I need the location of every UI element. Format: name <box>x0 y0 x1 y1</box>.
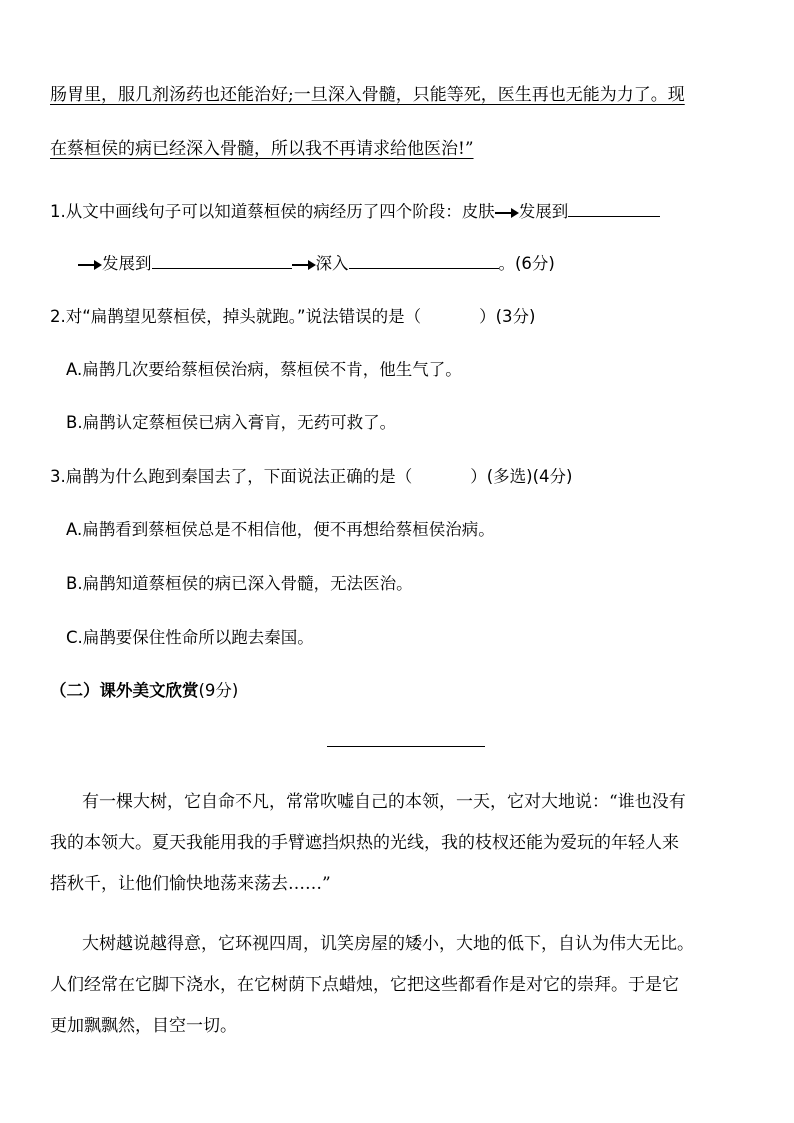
question-1-deep-into: 深入 <box>315 254 349 273</box>
question-2-option-a: A.扁鹊几次要给蔡桓侯治病，蔡桓侯不肯，他生气了。 <box>66 360 462 379</box>
question-3-option-a: A.扁鹊看到蔡桓侯总是不相信他，便不再想给蔡桓侯治病。 <box>66 520 495 539</box>
question-3-text: 3.扁鹊为什么跑到秦国去了，下面说法正确的是（ <box>50 467 413 486</box>
story-title-blank[interactable] <box>327 746 485 747</box>
question-3-score: ）(多选)(4分) <box>470 467 573 486</box>
question-2-stem <box>50 303 535 327</box>
arrow-right-icon <box>78 260 102 270</box>
section-2-heading <box>50 677 238 701</box>
story-p2-line-2: 人们经常在它脚下浇水，在它树荫下点蜡烛，它把这些都看作是对它的崇拜。于是它 <box>50 975 679 995</box>
question-1-develop-to-1: 发展到 <box>518 202 569 221</box>
story-p1-line-1: 有一棵大树，它自命不凡，常常吹嘘自己的本领，一天，它对大地说：“谁也没有 <box>82 792 686 812</box>
arrow-right-icon <box>495 208 519 218</box>
passage-line-1: 肠胃里，服几剂汤药也还能治好;一旦深入骨髓，只能等死，医生再也无能为力了。现 <box>50 85 685 105</box>
answer-blank-1[interactable] <box>568 200 660 217</box>
question-1-score: 。(6分) <box>498 254 555 273</box>
question-3-stem <box>50 463 573 487</box>
section-2-title: （二）课外美文欣赏 <box>50 681 199 700</box>
question-3-option-b: B.扁鹊知道蔡桓侯的病已深入骨髓，无法医治。 <box>66 574 413 593</box>
answer-blank-3[interactable] <box>349 252 499 269</box>
story-p2-line-3: 更加飘飘然，目空一切。 <box>50 1016 237 1036</box>
question-1-line-1 <box>50 198 660 222</box>
question-1-prefix: 1.从文中画线句子可以知道蔡桓侯的病经历了四个阶段：皮肤 <box>50 202 495 221</box>
question-2-option-b: B.扁鹊认定蔡桓侯已病入膏肓，无药可救了。 <box>66 413 397 432</box>
question-2-score: ）(3分) <box>479 307 536 326</box>
question-1-develop-to-2: 发展到 <box>102 254 152 273</box>
passage-line-2: 在蔡桓侯的病已经深入骨髓，所以我不再请求给他医治!” <box>50 139 474 159</box>
story-p1-line-2: 我的本领大。夏天我能用我的手臂遮挡炽热的光线，我的枝杈还能为爱玩的年轻人来 <box>50 833 679 853</box>
story-p1-line-3: 搭秋千，让他们愉快地荡来荡去……” <box>50 874 331 894</box>
question-1-line-2 <box>78 250 555 274</box>
question-3-option-c: C.扁鹊要保住性命所以跑去秦国。 <box>66 628 314 647</box>
question-2-text: 2.对“扁鹊望见蔡桓侯，掉头就跑。”说法错误的是（ <box>50 307 422 326</box>
story-p2-line-1: 大树越说越得意，它环视四周，讥笑房屋的矮小，大地的低下，自认为伟大无比。 <box>82 934 694 954</box>
section-2-score: (9分) <box>198 681 239 700</box>
answer-blank-2[interactable] <box>152 252 292 269</box>
arrow-right-icon <box>292 260 316 270</box>
